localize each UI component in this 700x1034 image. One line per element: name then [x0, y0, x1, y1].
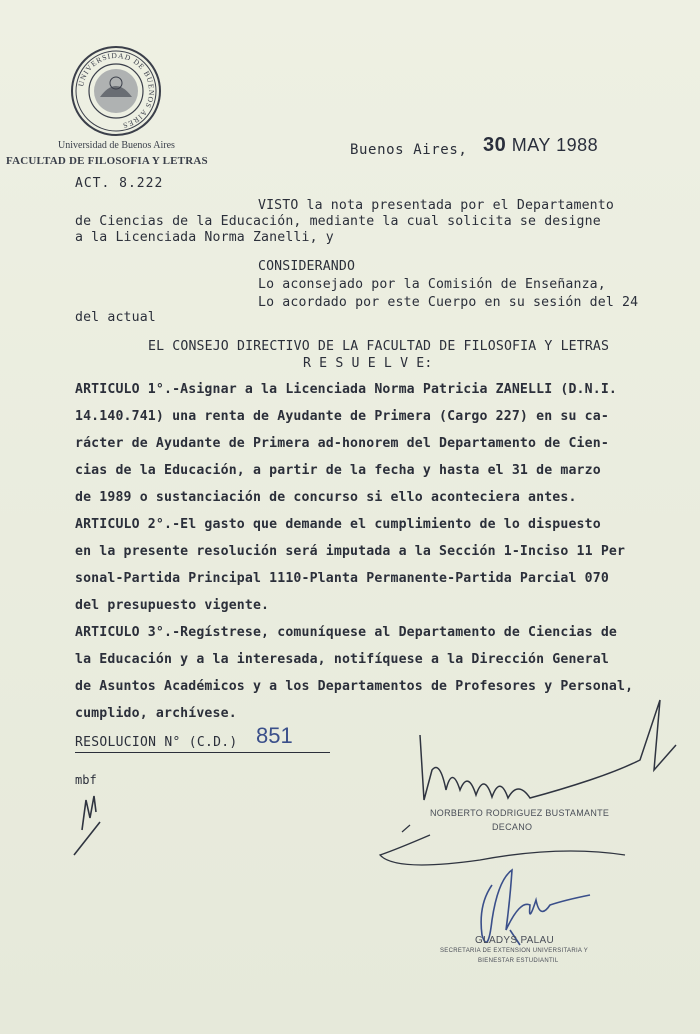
articulo-2-line-2: en la presente resolución será imputada a la Sección 1-Inciso 11 Per — [75, 544, 626, 559]
articulo-3-line-1: ARTICULO 3°.-Regístrese, comuníquese al Departamento de Ciencias de — [75, 625, 617, 640]
dean-title: DECANO — [492, 822, 533, 832]
articulo-1-line-5: de 1989 o sustanciación de concurso si ello aconteciera antes. — [75, 490, 577, 505]
articulo-2-line-3: sonal-Partida Principal 1110-Planta Permanente-Partida Parcial 070 — [75, 571, 609, 586]
articulo-3-line-4: cumplido, archívese. — [75, 706, 237, 721]
visto-line-2: de Ciencias de la Educación, mediante la cual solicita se designe — [75, 214, 601, 229]
secretary-title: SECRETARIA DE EXTENSION UNIVERSITARIA Y — [440, 948, 589, 954]
articulo-1-line-3: rácter de Ayudante de Primera ad-honorem del Departamento de Cien- — [75, 436, 609, 451]
resolution-number: 851 — [256, 723, 293, 748]
university-name: Universidad de Buenos Aires — [58, 140, 175, 151]
typist-initials: mbf — [75, 773, 97, 787]
considerando-line-1: Lo aconsejado por la Comisión de Enseñanza, — [258, 277, 606, 292]
resuelve-heading: R E S U E L V E: — [303, 356, 433, 371]
secretary-signature-icon — [481, 870, 590, 945]
visto-line-3: a la Licenciada Norma Zanelli, y — [75, 230, 334, 245]
act-number: ACT. 8.222 — [75, 176, 164, 191]
considerando-line-2: Lo acordado por este Cuerpo en su sesión del 24 — [258, 295, 639, 310]
articulo-1-line-2: 14.140.741) una renta de Ayudante de Primera (Cargo 227) en su ca- — [75, 409, 609, 424]
articulo-3-line-3: de Asuntos Académicos y a los Departamentos de Profesores y Personal, — [75, 679, 634, 694]
date-month-year: MAY 1988 — [511, 135, 599, 155]
initials-scribble-icon — [74, 796, 100, 855]
faculty-name: FACULTAD DE FILOSOFIA Y LETRAS — [6, 155, 208, 167]
place-label: Buenos Aires, — [350, 142, 468, 158]
considerando-line-3: del actual — [75, 310, 156, 325]
visto-line-1: VISTO la nota presentada por el Departamento — [258, 198, 614, 213]
seal-text: UNIVERSIDAD DE BUENOS AIRES — [76, 50, 157, 131]
secretary-title-2: BIENESTAR ESTUDIANTIL — [478, 958, 559, 964]
resolution-label: RESOLUCION N° (C.D.) — [75, 735, 238, 750]
secretary-name: GLADYS PALAU — [475, 935, 555, 946]
articulo-1-line-1: ARTICULO 1°.-Asignar a la Licenciada Norma Patricia ZANELLI (D.N.I. — [75, 382, 617, 397]
articulo-2-line-4: del presupuesto vigente. — [75, 598, 270, 613]
articulo-2-line-1: ARTICULO 2°.-El gasto que demande el cumplimiento de lo dispuesto — [75, 517, 601, 532]
date-day: 30 — [483, 134, 507, 156]
articulo-3-line-2: la Educación y a la interesada, notifíquese a la Dirección General — [75, 652, 609, 667]
dean-name: NORBERTO RODRIGUEZ BUSTAMANTE — [430, 808, 610, 818]
articulo-1-line-4: cias de la Educación, a partir de la fecha y hasta el 31 de marzo — [75, 463, 601, 478]
dean-signature-icon — [420, 700, 676, 800]
considerando-heading: CONSIDERANDO — [258, 259, 356, 274]
consejo-heading: EL CONSEJO DIRECTIVO DE LA FACULTAD DE FILOSOFIA Y LETRAS — [148, 339, 610, 354]
